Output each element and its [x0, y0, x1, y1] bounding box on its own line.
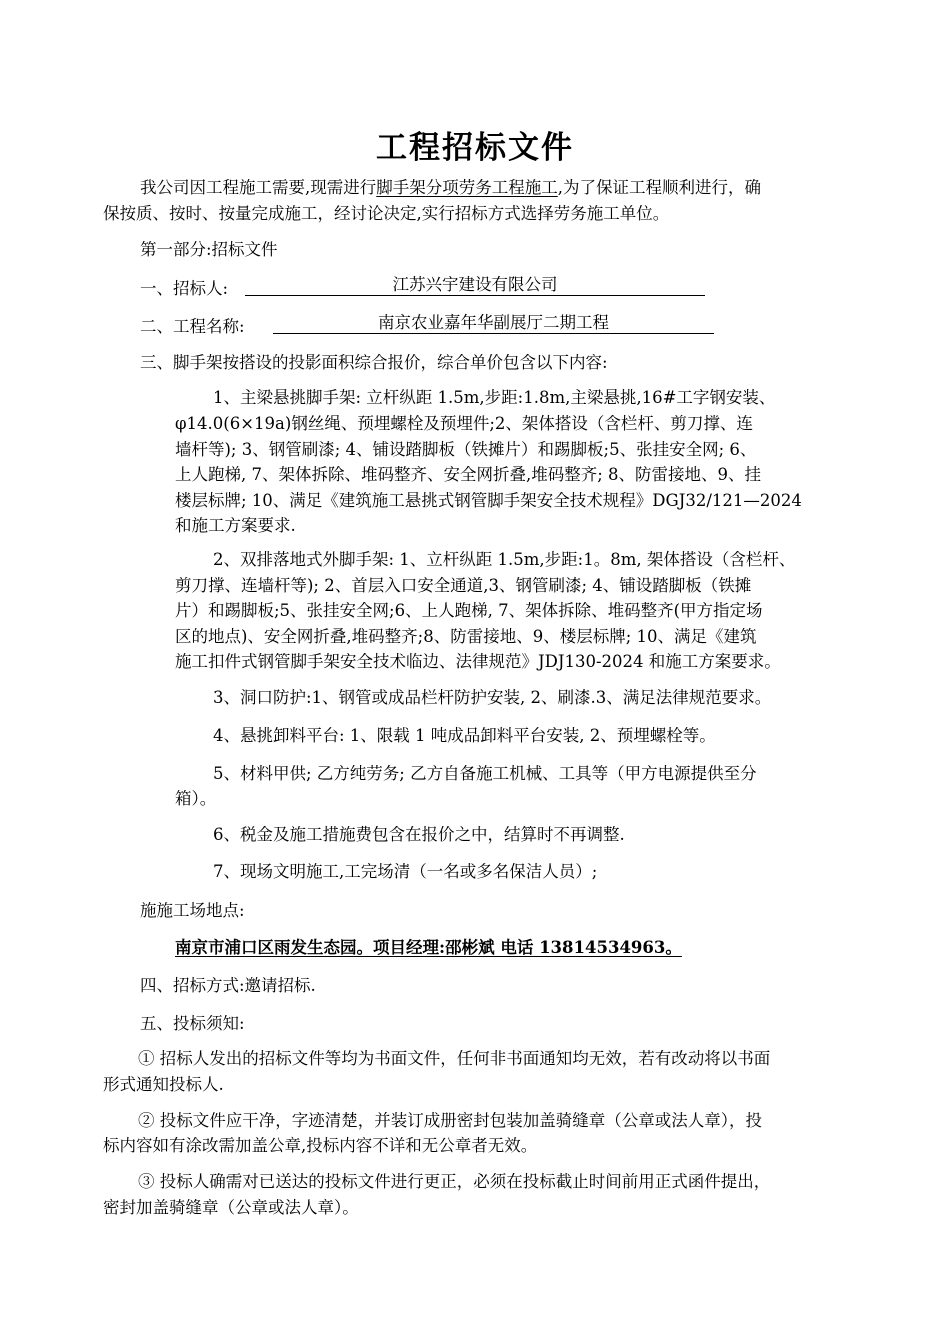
sub1-line-1: 1、主梁悬挑脚手架: 立杆纵距 1.5m,步距:1.8m,主梁悬挑,16#工字钢安装、 — [213, 388, 776, 407]
sub3-line: 3、洞口防护:1、钢管或成品栏杆防护安装, 2、刷漆.3、满足法律规范要求。 — [213, 688, 772, 707]
sub2-line-4: 区的地点)、安全网折叠,堆码整齐;8、防雷接地、9、楼层标牌; 10、满足《建筑 — [175, 627, 757, 646]
item-four-heading: 四、招标方式:邀请招标. — [140, 976, 316, 995]
project-value: 南京农业嘉年华副展厅二期工程 — [378, 313, 609, 332]
sub1-line-4: 上人跑梯, 7、架体拆除、堆码整齐、安全网折叠,堆码整齐; 8、防雷接地、9、挂 — [175, 465, 762, 484]
intro-line-2: 保按质、按时、按量完成施工，经讨论决定,实行招标方式选择劳务施工单位。 — [103, 204, 670, 223]
site-value: 南京市浦口区雨发生态园。项目经理:邵彬斌 电话 13814534963。 — [175, 938, 682, 957]
sub6-line: 6、税金及施工措施费包含在报价之中，结算时不再调整. — [213, 825, 625, 844]
sub2-line-3: 片）和踢脚板;5、张挂安全网;6、上人跑梯, 7、架体拆除、堆码整齐(甲方指定场 — [175, 601, 763, 620]
notice2-line-2: 标内容如有涂改需加盖公章,投标内容不详和无公章者无效。 — [103, 1136, 538, 1155]
item-three-heading: 三、脚手架按搭设的投影面积综合报价，综合单价包含以下内容: — [140, 353, 608, 372]
sub1-line-2: φ14.0(6×19a)钢丝绳、预埋螺栓及预埋件;2、架体搭设（含栏杆、剪刀撑、连 — [175, 414, 753, 433]
document-title: 工程招标文件 — [376, 130, 574, 166]
sub1-line-5: 楼层标牌; 10、满足《建筑施工悬挑式钢管脚手架安全技术规程》DGJ32/121—2024 — [175, 491, 802, 510]
item-five-heading: 五、投标须知: — [140, 1014, 245, 1033]
sub5-line-1: 5、材料甲供; 乙方纯劳务; 乙方自备施工机械、工具等（甲方电源提供至分 — [213, 764, 757, 783]
intro-text-c: ,为了保证工程顺利进行，确 — [557, 178, 761, 197]
notice1-line-2: 形式通知投标人. — [103, 1075, 224, 1094]
sub5-line-2: 箱）。 — [175, 789, 217, 808]
sub4-line: 4、悬挑卸料平台: 1、限载 1 吨成品卸料平台安装, 2、预埋螺栓等。 — [213, 726, 716, 745]
sub2-line-1: 2、双排落地式外脚手架: 1、立杆纵距 1.5m,步距:1。8m, 架体搭设（含栏杆、 — [213, 550, 796, 569]
part-one-heading: 第一部分:招标文件 — [140, 240, 278, 259]
intro-line-1 — [140, 174, 761, 201]
tenderer-value: 江苏兴宇建设有限公司 — [392, 275, 558, 294]
notice3-line-1: ③ 投标人确需对已送达的投标文件进行更正，必须在投标截止时间前用正式函件提出， — [138, 1172, 771, 1191]
project-label: 二、工程名称: — [140, 317, 245, 336]
notice3-line-2: 密封加盖骑缝章（公章或法人章）。 — [103, 1198, 359, 1217]
notice2-line-1: ② 投标文件应干净，字迹清楚，并装订成册密封包装加盖骑缝章（公章或法人章），投 — [138, 1111, 762, 1130]
tenderer-underline — [245, 295, 705, 296]
intro-project-scope: 脚手架分项劳务工程施工 — [376, 178, 558, 197]
notice1-line-1: ① 招标人发出的招标文件等均为书面文件，任何非书面通知均无效，若有改动将以书面 — [138, 1049, 771, 1068]
site-label: 施施工场地点: — [140, 901, 245, 920]
sub1-line-6: 和施工方案要求. — [175, 516, 296, 535]
sub2-line-5: 施工扣件式钢管脚手架安全技术临边、法律规范》JDJ130-2024 和施工方案要求。 — [175, 652, 781, 671]
intro-text-a: 我公司因工程施工需要,现需进行 — [140, 178, 377, 197]
sub1-line-3: 墙杆等); 3、钢管刷漆; 4、铺设踏脚板（铁摊片）和踢脚板;5、张挂安全网; 6、 — [175, 440, 757, 459]
sub2-line-2: 剪刀撑、连墙杆等); 2、首层入口安全通道,3、钢管刷漆; 4、铺设踏脚板（铁摊 — [175, 576, 752, 595]
sub7-line: 7、现场文明施工,工完场清（一名或多名保洁人员）; — [213, 862, 598, 881]
tenderer-label: 一、招标人: — [140, 279, 229, 298]
project-underline — [273, 333, 714, 334]
